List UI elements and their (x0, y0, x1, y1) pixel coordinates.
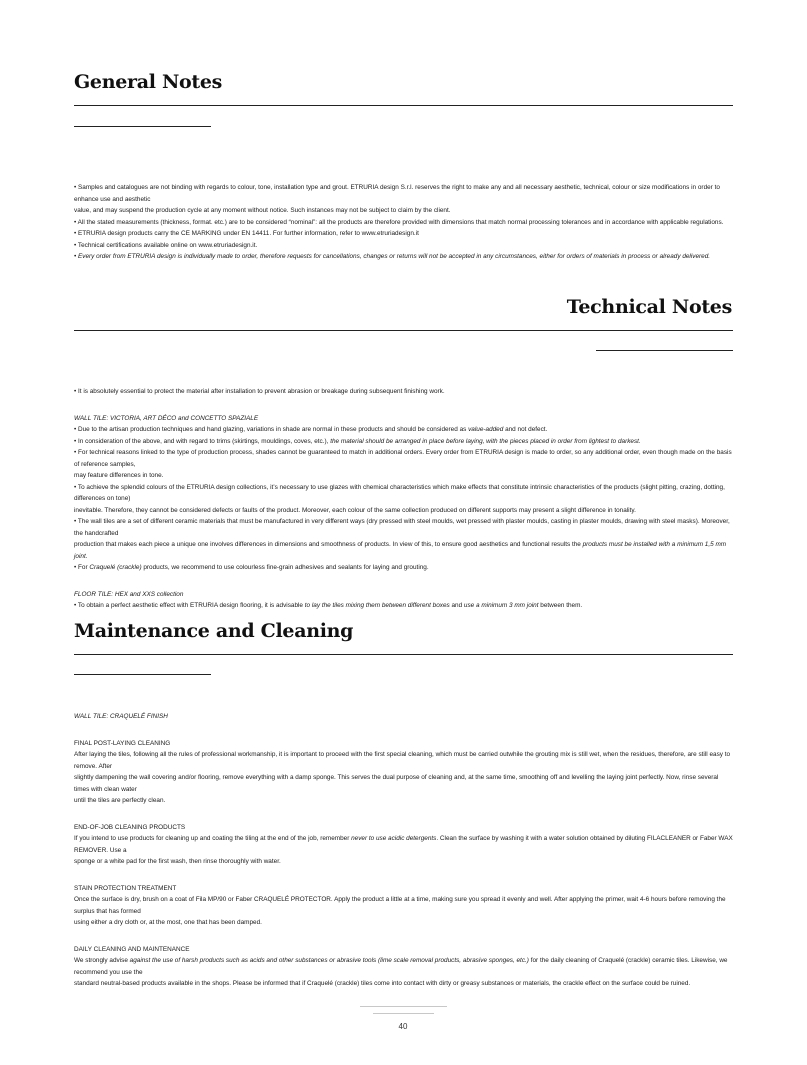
body-text: . Clean the surface by washing it with a water solution obtained by diluting FILACLEANER or Faber WAX REMOVER. Use a (74, 835, 733, 854)
floor-tile-line (74, 600, 734, 612)
body-text: for the daily cleaning of Craquelé (crackle) ceramic tiles. Likewise, we recommend you use the (74, 957, 728, 976)
body-text: and (449, 602, 464, 609)
end-of-job-heading: END-OF-JOB CLEANING PRODUCTS (74, 823, 186, 831)
page-number: 40 (398, 1022, 408, 1031)
body-text: • For technical reasons linked to the type of production process, shades cannot be guaranteed to match in additional orders. Every order from ETRURIA design is made to order, so any additional order, even though made on the basis of reference samples, (74, 449, 732, 468)
maintenance-body (74, 711, 734, 990)
technical-line (74, 436, 734, 448)
emphasis-text: Craquelé (crackle) (89, 564, 142, 571)
technical-line (74, 505, 734, 517)
stain-protection-heading: STAIN PROTECTION TREATMENT (74, 884, 177, 892)
emphasis-text: to lay the tiles mixing them between different boxes (304, 602, 450, 609)
daily-cleaning-heading: DAILY CLEANING AND MAINTENANCE (74, 945, 190, 953)
end-of-job-line (74, 833, 734, 856)
end-of-job-line: sponge or a white pad for the first wash, then rinse thoroughly with water. (74, 858, 281, 865)
general-note-line: • All the stated measurements (thickness, format. etc.) are to be considered “nominal”: all the products are therefore provided with dimensions that match normal processing tolerances and in accordance with applicable regulations. (74, 218, 724, 226)
body-text: • Due to the artisan production techniques and hand glazing, variations in shade are normal in these products and should be considered as (74, 426, 469, 433)
body-text: products, we recommend to use colourless fine-grain adhesives and sealants for laying and grouting. (141, 564, 429, 571)
body-text: • To achieve the splendid colours of the ETRURIA design collections, it’s necessary to use glazes with chemical characteristics which make effects that constitute intrinsic characteristics of the products (slight pitting, crazing, dotting, differences on tone) (74, 483, 725, 502)
final-cleaning-line: until the tiles are perfectly clean. (74, 797, 166, 804)
emphasis-text: the material should be arranged in place before laying, with the pieces placed in order from lightest to darkest. (330, 437, 641, 445)
body-text: between them. (538, 602, 583, 609)
body-text: • In consideration of the above, and with regard to trims (skirtings, mouldings, coves, etc.), (74, 437, 331, 445)
technical-intro: • It is absolutely essential to protect the material after installation to prevent abrasion or breakage during subsequent finishing work. (74, 388, 445, 395)
technical-notes-title: Technical Notes (566, 296, 732, 318)
emphasis-text: value-added (468, 426, 504, 433)
footer-rule-top (360, 1006, 447, 1007)
technical-line (74, 424, 734, 436)
technical-line (74, 482, 734, 505)
body-text: • To obtain a perfect aesthetic effect with ETRURIA design flooring, it is advisable (74, 602, 305, 609)
technical-notes-short-rule (596, 350, 733, 351)
craquele-finish-heading: WALL TILE: CRAQUELÉ FINISH (74, 713, 168, 720)
wall-tile-heading: WALL TILE: VICTORIA, ART DÉCO and CONCETTO SPAZIALE (74, 414, 259, 422)
emphasis-text: use a minimum 3 mm joint (463, 602, 539, 609)
maintenance-short-rule (74, 674, 211, 675)
technical-line (74, 470, 734, 482)
technical-line (74, 516, 734, 539)
body-text: production that makes each piece a unique one involves differences in dimensions and smoothness of products. In view of this, to ensure good aesthetics and functional results the (74, 541, 583, 548)
emphasis-text: against the use of harsh products such as acids and other substances or abrasive tools (lime scale removal products, abrasive sponges, etc.) (129, 957, 529, 964)
body-text: We strongly advise (74, 957, 130, 964)
general-notes-body (74, 182, 734, 263)
general-note-line: • Technical certifications available online on www.etruriadesign.it. (74, 241, 258, 249)
body-text: • For (74, 564, 90, 571)
technical-line (74, 539, 734, 562)
technical-notes-body (74, 386, 734, 612)
body-text: inevitable. Therefore, they cannot be considered defects or faults of the product. Moreover, each colour of the same collection produced on different supports may present a slight difference in tonality. (74, 506, 636, 514)
emphasis-text: products must be installed with a minimum 1,5 mm joint. (74, 541, 727, 560)
final-cleaning-line: After laying the tiles, following all the rules of professional workmanship, it is important to proceed with the first special cleaning, which must be carried outwhile the grouting mix is still wet, when the residues, therefore, are still easy to remove. After (74, 751, 731, 770)
general-notes-title: General Notes (74, 71, 223, 93)
emphasis-text: never to use acidic detergents (351, 835, 437, 842)
technical-notes-rule (74, 330, 733, 331)
general-note-line: • ETRURIA design products carry the CE MARKING under EN 14411. For further information, refer to www.etruriadesign.it (74, 230, 419, 237)
maintenance-title: Maintenance and Cleaning (74, 620, 354, 642)
stain-protection-line: Once the surface is dry, brush on a coat of Fila MP/90 or Faber CRAQUELÉ PROTECTOR. Apply the product a little at a time, making sure you spread it evenly and well. After applying the primer, wait 4-6 hours before removing the surplus that has formed (74, 896, 726, 915)
general-note-line: • Samples and catalogues are not binding with regards to colour, tone, installation type and grout. ETRURIA design S.r.l. reserves the right to make any and all necessary aesthetic, technical, colour or size modifications in order to enhance use and aesthetic (74, 184, 720, 203)
general-notes-rule (74, 105, 733, 106)
footer-rule-bottom (373, 1013, 434, 1014)
technical-line (74, 447, 734, 470)
final-cleaning-line: slightly dampening the wall covering and/or flooring, remove everything with a damp sponge. This serves the dual purpose of cleaning and, at the same time, smoothing off and levelling the laying joint perfectly. Now, rinse several times with clean water (74, 774, 719, 793)
body-text: If you intend to use products for cleaning up and coating the tiling at the end of the job, remember (74, 835, 352, 842)
stain-protection-line: using either a dry cloth or, at the most, one that has been damped. (74, 919, 262, 926)
floor-tile-heading: FLOOR TILE: HEX and XXS collection (74, 590, 184, 598)
general-note-line: value, and may suspend the production cycle at any moment without notice. Such instances may not be subject to claim by the client. (74, 207, 451, 214)
maintenance-rule (74, 654, 733, 655)
body-text: • The wall tiles are a set of different ceramic materials that must be manufactured in very different ways (dry pressed with steel moulds, wet pressed with plaster moulds, casting in plaster moulds, drawing with steel masks). Moreover, the handcrafted (74, 518, 730, 537)
general-note-line: • Every order from ETRURIA design is individually made to order, therefore requests for cancellations, changes or returns will not be accepted in any circumstances, either for orders of materials in process or already delivered. (74, 253, 711, 260)
general-notes-short-rule (74, 126, 211, 127)
daily-cleaning-line (74, 955, 734, 978)
body-text: and not defect. (503, 426, 548, 433)
technical-line (74, 562, 734, 574)
daily-cleaning-line: standard neutral-based products available in the shops. Please be informed that if Craquelé (crackle) tiles come into contact with dirty or greasy substances or materials, the crackle effect on the surface could be ruined. (74, 980, 691, 987)
final-cleaning-heading: FINAL POST-LAYING CLEANING (74, 739, 171, 747)
body-text: may feature differences in tone. (74, 472, 164, 479)
